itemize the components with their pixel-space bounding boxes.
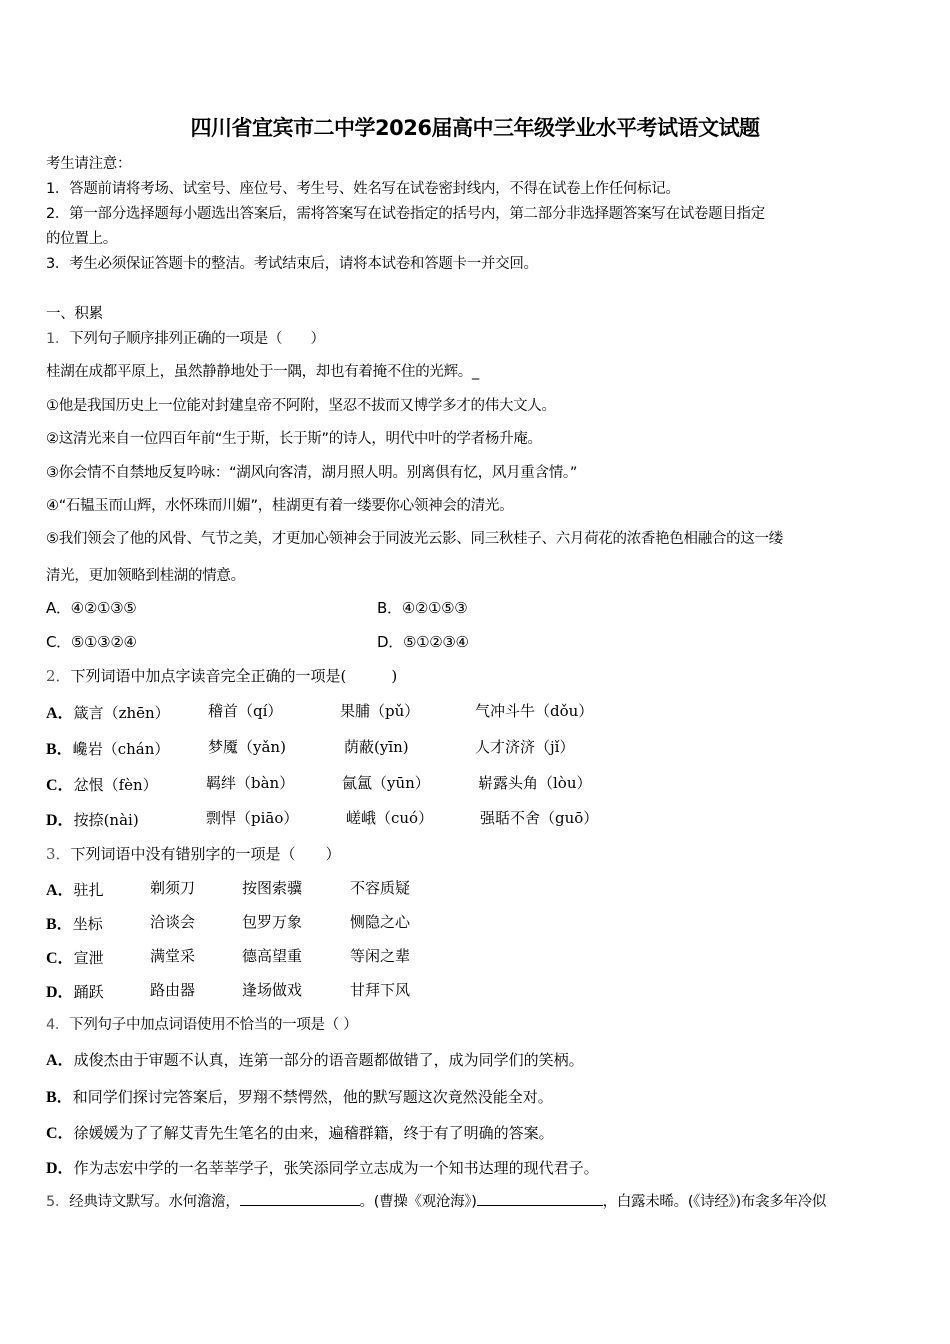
q2-b-item-3: 荫蔽(yīn) bbox=[344, 738, 409, 756]
question-3-stem bbox=[46, 843, 341, 864]
q1-sentence-2: ②这清光来自一位四百年前“生于斯，长于斯”的诗人，明代中叶的学者杨升庵。 bbox=[46, 431, 542, 447]
question-number: 2． bbox=[46, 667, 71, 685]
question-number: 3． bbox=[46, 845, 71, 863]
stem-text: 下列词语中加点字读音完全正确的一项是( ) bbox=[70, 667, 398, 685]
answer-blank-1[interactable] bbox=[240, 1191, 360, 1206]
stem-text: 下列句子中加点词语使用不恰当的一项是（ ） bbox=[69, 1017, 358, 1033]
notice-item-3: 3．考生必须保证答题卡的整洁。考试结束后，请将本试卷和答题卡一并交回。 bbox=[46, 256, 538, 272]
q3-c-item-4: 等闲之辈 bbox=[350, 947, 411, 965]
q2-option-c[interactable]: C．忿恨（fèn） bbox=[46, 776, 158, 794]
q2-c-item-4: 崭露头角（lòu） bbox=[478, 774, 592, 792]
section-heading: 一、积累 bbox=[46, 306, 103, 322]
q2-a-item-2: 稽首（qí） bbox=[208, 702, 283, 720]
q3-c-item-3: 德高望重 bbox=[242, 947, 303, 965]
question-4-stem bbox=[46, 1013, 357, 1034]
notice-heading: 考生请注意： bbox=[46, 156, 132, 172]
q2-b-item-4: 人才济济（jǐ） bbox=[475, 738, 575, 756]
question-5-stem: 5．经典诗文默写。水何澹澹， 。(曹操《观沧海》) ，白露未晞。(《诗经》)布衾多年冷似 bbox=[46, 1190, 826, 1211]
q1-sentence-1: ①他是我国历史上一位能对封建皇帝不阿附，坚忍不拔而又博学多才的伟大文人。 bbox=[46, 398, 556, 414]
stem-text: 下列词语中没有错别字的一项是（ ） bbox=[70, 845, 341, 863]
q1-option-a[interactable]: A．④②①③⑤ bbox=[46, 599, 137, 617]
q3-option-d[interactable]: D．踊跃 bbox=[46, 983, 104, 1001]
q3-option-c[interactable]: C．宣泄 bbox=[46, 949, 104, 967]
question-2-stem bbox=[46, 665, 397, 686]
q2-a-item-4: 气冲斗牛（dǒu） bbox=[475, 702, 594, 720]
q2-d-item-2: 剽悍（piāo） bbox=[206, 809, 299, 827]
q3-option-a[interactable]: A．驻扎 bbox=[46, 881, 104, 899]
q3-a-item-4: 不容质疑 bbox=[350, 879, 411, 897]
q1-sentence-4: ④“石韫玉而山辉，水怀珠而川媚”，桂湖更有着一缕要你心领神会的清光。 bbox=[46, 498, 514, 514]
q3-d-item-2: 路由器 bbox=[150, 981, 196, 999]
q3-d-item-4: 甘拜下风 bbox=[350, 981, 411, 999]
q1-option-b[interactable]: B．④②①⑤③ bbox=[377, 599, 468, 617]
q3-b-item-4: 恻隐之心 bbox=[350, 913, 411, 931]
q3-b-item-2: 洽谈会 bbox=[150, 913, 196, 931]
q1-lead-sentence: 桂湖在成都平原上，虽然静静地处于一隅，却也有着掩不住的光辉。_ bbox=[46, 364, 479, 380]
q3-a-item-3: 按图索骥 bbox=[242, 879, 303, 897]
q2-c-item-2: 羁绊（bàn） bbox=[206, 774, 295, 792]
q4-option-b[interactable]: B．和同学们探讨完答案后，罗翔不禁愕然，他的默写题这次竟然没能全对。 bbox=[46, 1088, 553, 1106]
q2-d-item-4: 强聒不舍（guō） bbox=[480, 809, 599, 827]
notice-item-1: 1．答题前请将考场、试室号、座位号、考生号、姓名写在试卷密封线内，不得在试卷上作任何标记。 bbox=[46, 181, 680, 197]
q3-b-item-3: 包罗万象 bbox=[242, 913, 303, 931]
q4-option-d[interactable]: D．作为志宏中学的一名莘莘学子，张笑添同学立志成为一个知书达理的现代君子。 bbox=[46, 1159, 599, 1177]
q2-d-item-3: 嵯峨（cuó） bbox=[346, 809, 434, 827]
q1-sentence-5: ⑤我们领会了他的风骨、气节之美，才更加心领神会于同波光云影、同三秋桂子、六月荷花的浓香艳色相融合的这一缕 bbox=[46, 531, 783, 547]
question-number: 4． bbox=[46, 1017, 70, 1033]
q2-option-d[interactable]: D．按捺(nài) bbox=[46, 811, 139, 829]
q4-option-c[interactable]: C．徐媛媛为了了解艾青先生笔名的由来，遍稽群籍，终于有了明确的答案。 bbox=[46, 1124, 554, 1142]
q1-option-c[interactable]: C．⑤①③②④ bbox=[46, 633, 137, 651]
answer-blank-2[interactable] bbox=[477, 1191, 603, 1206]
question-1-stem bbox=[46, 327, 325, 348]
notice-item-2-cont: 的位置上。 bbox=[46, 231, 117, 247]
q2-c-item-3: 氤氲（yūn） bbox=[342, 774, 430, 792]
q2-b-item-2: 梦魇（yǎn) bbox=[208, 738, 286, 756]
q1-sentence-3: ③你会情不自禁地反复吟咏：“湖风向客清，湖月照人明。别离俱有忆，风月重含情。” bbox=[46, 465, 578, 481]
notice-item-2: 2．第一部分选择题每小题选出答案后，需将答案写在试卷指定的括号内，第二部分非选择题答案写在试卷题目指定 bbox=[46, 206, 765, 222]
q3-option-b[interactable]: B．坐标 bbox=[46, 915, 103, 933]
q3-d-item-3: 逢场做戏 bbox=[242, 981, 303, 999]
q2-option-b[interactable]: B．巉岩（chán） bbox=[46, 740, 170, 758]
question-number: 1． bbox=[46, 331, 70, 347]
exam-title: 四川省宜宾市二中学2026届高中三年级学业水平考试语文试题 bbox=[190, 116, 760, 140]
question-number: 5． bbox=[46, 1194, 70, 1210]
q1-sentence-5-cont: 清光，更加领略到桂湖的情意。 bbox=[46, 568, 245, 584]
q2-option-a[interactable]: A．箴言（zhēn） bbox=[46, 704, 170, 722]
q3-c-item-2: 满堂采 bbox=[150, 947, 196, 965]
q1-option-d[interactable]: D．⑤①②③④ bbox=[377, 633, 469, 651]
q4-option-a[interactable]: A．成俊杰由于审题不认真，连第一部分的语音题都做错了，成为同学们的笑柄。 bbox=[46, 1051, 584, 1069]
stem-text: 下列句子顺序排列正确的一项是（ ） bbox=[69, 331, 325, 347]
q3-a-item-2: 剃须刀 bbox=[150, 879, 196, 897]
q2-a-item-3: 果脯（pǔ） bbox=[340, 702, 420, 720]
